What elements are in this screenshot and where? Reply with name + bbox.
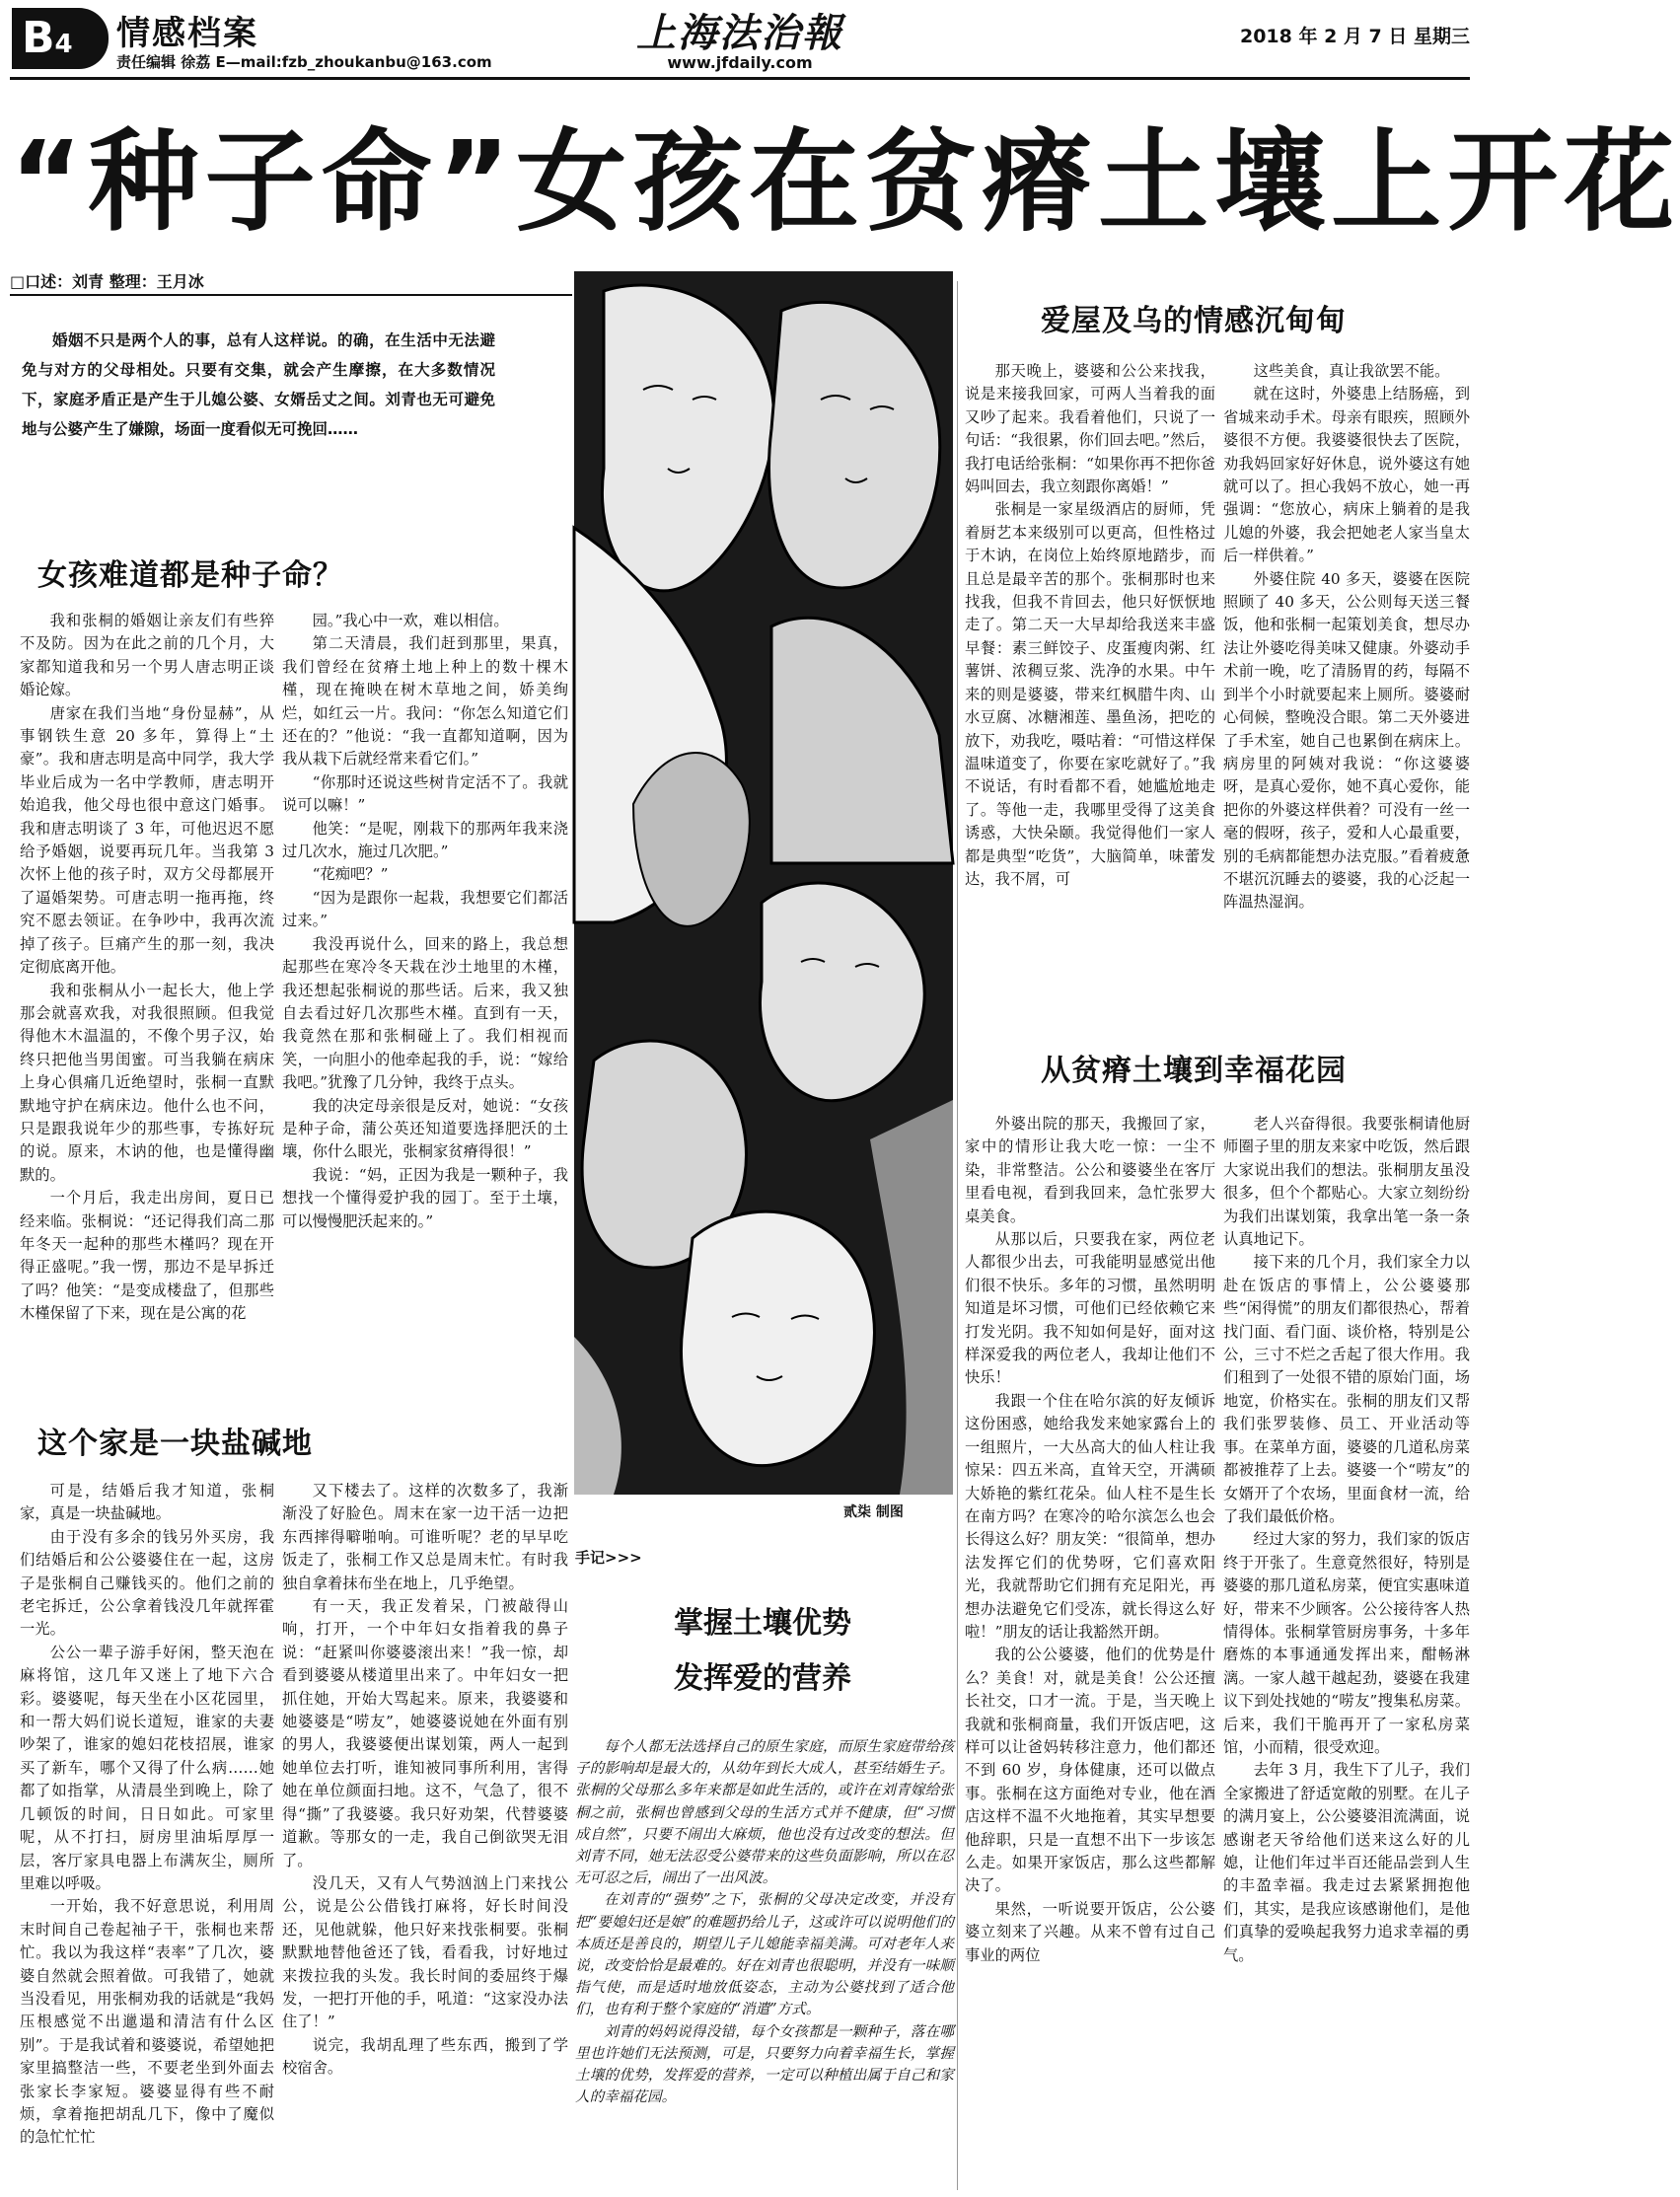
headline: “种子命”女孩在贫瘠土壤上开花 (10, 118, 1680, 247)
paragraph: 就在这时，外婆患上结肠癌，到省城来动手术。母亲有眼疾，照顾外婆很不方便。我婆婆很快去了医院，劝我妈回家好好休息，说外婆这有她就可以了。担心我妈不放心，她一再强调：“您放心，病床上躺着的是我儿媳的外婆，我会把她老人家当皇太后一样供着。” (1223, 385, 1470, 565)
column-7 (965, 1113, 1215, 2192)
lead-paragraph: 婚姻不只是两个人的事，总有人这样说。的确，在生活中无法避免与对方的父母相处。只要有交集，就会产生摩擦，在大多数情况下，家庭矛盾正是产生于儿媳公婆、女婿岳丈之间。刘青也无可避免地与公婆产生了嫌隙，场面一度看似无可挽回…… (22, 331, 495, 438)
paragraph: 经过大家的努力，我们家的饭店终于开张了。生意竟然很好，特别是婆婆的那几道私房菜，便宜实惠味道好，带来不少顾客。公公接待客人热情得体。张桐掌管厨房事务，十多年磨炼的本事通通发挥出来，酣畅淋漓。一家人越干越起劲，婆婆在我建议下到处找她的“唠友”搜集私房菜。后来，我们干脆再开了一家私房菜馆，小而精，很受欢迎。 (1223, 1530, 1470, 1756)
section2-title: 这个家是一块盐碱地 (37, 1427, 313, 1461)
paragraph: 我的公公婆婆，他们的优势是什么？美食！对，就是美食！公公还擅长社交，口才一流。于是，当天晚上我就和张桐商量，我们开饭店吧，这样可以让爸妈转移注意力，他们都还不到 60 岁，身体健康，还可以做点事。张桐在这方面绝对专业，他在酒店这样不温不火地拖着，其实早想要他辞职，只是一直想不出下一步该怎么走。如果开家饭店，那么这些都解决了。 (965, 1646, 1215, 1895)
paragraph: “花痴吧？” (312, 865, 389, 884)
column-3 (20, 1480, 274, 2192)
paragraph: 有一天，我正发着呆，门被敲得山响，打开，一个中年妇女指着我的鼻子说：“赶紧叫你婆婆滚出来！”我一惊，却看到婆婆从楼道里出来了。中年妇女一把抓住她，开始大骂起来。原来，我婆婆和她婆婆是“唠友”，她婆婆说她在外面有别的男人，我婆婆便出谋划策，两人一起到她单位去打听，谁知被同事所利用，害得她在单位颜面扫地。这不，气急了，很不得“撕”了我婆婆。我只好劝架，代替婆婆道歉。等那女的一走，我自己倒欲哭无泪了。 (282, 1597, 568, 1869)
paragraph: 去年 3 月，我生下了儿子，我们全家搬进了舒适宽敞的别墅。在儿子的满月宴上，公公婆婆泪流满面，说感谢老天爷给他们送来这么好的儿媳，让他们年过半百还能品尝到人生的丰盈幸福。我走过去紧紧拥抱他们，其实，是我应该感谢他们，是他们真挚的爱唤起我努力追求幸福的勇气。 (1223, 1761, 1470, 1964)
byline: □口述：刘青 整理：王月冰 (10, 272, 204, 291)
paragraph: 第二天清晨，我们赶到那里，果真，我们曾经在贫瘠土地上种上的数十棵木槿，现在掩映在树木草地之间，娇美绚烂，如红云一片。我问：“你怎么知道它们还在的？”他说：“我一直都知道啊，因为我从栽下后就经常来看它们。” (282, 634, 568, 769)
notes-paragraph: 每个人都无法选择自己的原生家庭，而原生家庭带给孩子的影响却是最大的，从幼年到长大成人，甚至结婚生子。张桐的父母那么多年来都是如此生活的，或许在刘青嫁给张桐之前，张桐也曾感到父母的生活方式并不健康，但“习惯成自然”，只要不闹出大麻烦，他也没有过改变的想法。但刘青不同，她无法忍受公婆带来的这些负面影响，所以在忍无可忍之后，闹出了一出风波。 (575, 1738, 954, 1887)
paragraph: “因为是跟你一起栽，我想要它们都活过来。” (282, 888, 568, 930)
notes-title-line-2: 发挥爱的营养 (674, 1661, 851, 1696)
paragraph: 张桐是一家星级酒店的厨师，凭着厨艺本来级别可以更高，但性格过于木讷，在岗位上始终原地踏步，而且总是最辛苦的那个。张桐那时也来找我，但我不肯回去，他只好恹恹地走了。第二天一大早却给我送来丰盛早餐：素三鲜饺子、皮蛋瘦肉粥、红薯饼、浓稠豆浆、洗净的水果。中午来的则是婆婆，带来红枫腊牛肉、山水豆腐、冰糖湘莲、墨鱼汤，把吃的放下，劝我吃，嗫咕着：“可惜这样保温味道变了，你要在家吃就好了。”我不说话，有时看都不看，她尴尬地走了。等他一走，我哪里受得了这美食诱惑，大快朵颐。我觉得他们一家人都是典型“吃货”，大脑简单，味蕾发达，我不屑，可 (965, 500, 1215, 888)
paragraph: 一开始，我不好意思说，利用周末时间自己卷起袖子干，张桐也来帮忙。我以为我这样“表率”了几次，婆婆自然就会照着做。可我错了，她就当没看见，用张桐劝我的话就是“我妈压根感觉不出邋遢和清洁有什么区别”。于是我试着和婆婆说，希望她把家里搞整洁一些，不要老坐到外面去张家长李家短。婆婆显得有些不耐烦，拿着拖把胡乱几下，像中了魔似的急忙忙忙 (20, 1897, 274, 2147)
page-number: 4 (54, 30, 73, 59)
paragraph: 他笑：“是呢，刚栽下的那两年我来浇过几次水，施过几次肥。” (282, 819, 568, 861)
notes-paragraph: 刘青的妈妈说得没错，每个女孩都是一颗种子，落在哪里也许她们无法预测，可是，只要努力向着幸福生长，掌握土壤的优势，发挥爱的营养，一定可以种植出属于自己和家人的幸福花园。 (575, 2022, 954, 2106)
paragraph: 我说：“妈，正因为我是一颗种子，我想找一个懂得爱护我的园丁。至于土壤，可以慢慢肥沃起来的。” (282, 1165, 568, 1230)
paragraph: 这些美食，真让我欲罢不能。 (1253, 362, 1450, 380)
notes-paragraph: 在刘青的“强势”之下，张桐的父母决定改变，并没有把“要媳妇还是娘”的难题扔给儿子，这或许可以说明他们的本质还是善良的，期望儿子儿媳能幸福美满。可对老年人来说，改变恰恰是最难的。好在刘青也很聪明，并没有一味顺指气使，而是适时地放低姿态，主动为公婆找到了适合他们，也有利于整个家庭的“消遣”方式。 (575, 1891, 954, 2018)
column-divider (957, 281, 958, 2190)
paragraph: 公公一辈子游手好闲，整天泡在麻将馆，这几年又迷上了地下六合彩。婆婆呢，每天坐在小区花园里，和一帮大妈们说长道短，谁家的夫妻吵架了，谁家的媳妇花枝招展，谁家买了新车，哪个又得了什么病……她都了如指掌，从清晨坐到晚上，除了几顿饭的时间，日日如此。可家里呢，从不打扫，厨房里油垢厚厚一层，客厅家具电器上布满灰尘，厕所里难以呼吸。 (20, 1643, 274, 1892)
illustration-art (574, 271, 953, 1495)
column-2 (282, 610, 568, 1389)
issue-date: 2018 年 2 月 7 日 星期三 (1239, 26, 1470, 47)
newspaper-logo: 上海法治報 (636, 10, 843, 56)
section-title: 情感档案 (116, 14, 258, 53)
paragraph: 园。”我心中一欢，难以相信。 (312, 612, 509, 629)
page-letter: B (22, 13, 55, 63)
column-4 (282, 1480, 568, 2192)
notes-title-line-1: 掌握土壤优势 (674, 1606, 851, 1641)
notes-tag: 手记>>> (575, 1549, 642, 1567)
notes-title (575, 1596, 950, 1707)
paragraph: 说完，我胡乱理了些东西，搬到了学校宿舍。 (282, 2035, 568, 2078)
website-link[interactable]: www.jfdaily.com (667, 53, 813, 72)
masthead-rule (10, 77, 1470, 80)
paragraph: 我没再说什么，回来的路上，我总想起那些在寒冷冬天栽在沙土地里的木槿，我还想起张桐说的那些话。后来，我又独自去看过好几次那些木槿。直到有一天，我竟然在那和张桐碰上了。我们相视而笑，一向胆小的他牵起我的手，说：“嫁给我吧。”犹豫了几分钟，我终于点头。 (282, 934, 568, 1092)
paragraph: 我跟一个住在哈尔滨的好友倾诉这份困惑，她给我发来她家露台上的一组照片，一大丛高大的仙人柱让我惊呆：四五米高，直耸天空，开满硕大娇艳的紫红花朵。仙人柱不是生长在南方吗？在寒冷的哈尔滨怎么也会长得这么好？朋友笑：“很简单，想办法发挥它们的优势呀，它们喜欢阳光，我就帮助它们拥有充足阳光，再想办法避免它们受冻，就长得这么好啦！”朋友的话让我豁然开朗。 (965, 1391, 1215, 1641)
editor-line: 责任编辑 徐荔 E—mail:fzb_zhoukanbu@163.com (116, 53, 492, 71)
section4-title: 从贫瘠土壤到幸福花园 (1041, 1054, 1347, 1088)
paragraph: 又下楼去了。这样的次数多了，我渐渐没了好脸色。周末在家一边干活一边把东西摔得噼啪响。可谁听呢？老的早早吃饭走了，张桐工作又总是周末忙。有时我独自拿着抹布坐在地上，几乎绝望。 (282, 1482, 568, 1592)
paragraph: 我和张桐从小一起长大，他上学那会就喜欢我，对我很照顾。但我觉得他木木温温的，不像个男子汉，始终只把他当男闺蜜。可当我躺在病床上身心俱痛几近绝望时，张桐一直默默地守护在病床边。他什么也不问，只是跟我说年少的那些事，专拣好玩的说。原来，木讷的他，也是懂得幽默的。 (20, 981, 274, 1184)
section1-title: 女孩难道都是种子命？ (37, 558, 343, 593)
paragraph: 外婆住院 40 多天，婆婆在医院照顾了 40 多天，公公则每天送三餐饭，他和张桐一起策划美食，想尽办法让外婆吃得美味又健康。外婆动手术前一晚，吃了清肠胃的药，每隔不到半个小时就要起来上厕所。婆婆耐心伺候，整晚没合眼。第二天外婆进了手术室，她自己也累倒在病床上。病房里的阿姨对我说：“你这婆婆呀，是真心爱你，她不真心爱你，能把你的外婆这样供着？可没有一丝一毫的假呀，孩子，爱和人心最重要，别的毛病都能想办法克服。”看着疲惫不堪沉沉睡去的婆婆，我的心泛起一阵温热湿润。 (1223, 569, 1470, 912)
paragraph: 我的决定母亲很是反对，她说：“女孩是种子命，蒲公英还知道要选择肥沃的土壤，你什么眼光，张桐家贫瘠得很！” (282, 1096, 568, 1161)
paragraph: 从那以后，只要我在家，两位老人都很少出去，可我能明显感觉出他们很不快乐。多年的习惯，虽然明明知道是坏习惯，可他们已经依赖它来打发光阴。我不知如何是好，面对这样深爱我的两位老人，我却让他们不快乐！ (965, 1230, 1215, 1387)
paragraph: “你那时还说这些树肯定活不了。我就说可以嘛！” (282, 772, 568, 815)
paragraph: 我和张桐的婚姻让亲友们有些猝不及防。因为在此之前的几个月，大家都知道我和另一个男人唐志明正谈婚论嫁。 (20, 612, 274, 699)
illustration (574, 271, 953, 1495)
notes-body (575, 1736, 954, 2108)
paragraph: 一个月后，我走出房间，夏日已经来临。张桐说：“还记得我们高二那年冬天一起种的那些木槿吗？现在开得正盛呢。”我一愣，那边不是早拆迁了吗？他笑：“是变成楼盘了，但那些木槿保留了下来，现在是公寓的花 (20, 1189, 274, 1323)
column-8 (1223, 1113, 1470, 2192)
masthead (0, 0, 1480, 77)
page-number-tag (12, 8, 109, 69)
paragraph: 由于没有多余的钱另外买房，我们结婚后和公公婆婆住在一起，这房子是张桐自己赚钱买的。他们之前的老宅拆迁，公公拿着钱没几年就挥霍一光。 (20, 1527, 274, 1639)
paragraph: 外婆出院的那天，我搬回了家，家中的情形让我大吃一惊：一尘不染，非常整洁。公公和婆婆坐在客厅里看电视，看到我回来，急忙张罗大桌美食。 (965, 1115, 1215, 1225)
column-1 (20, 610, 274, 1389)
column-5 (965, 360, 1215, 1011)
illustration-caption: 贰柒 制图 (843, 1504, 904, 1520)
paragraph: 唐家在我们当地“身份显赫”，从事钢铁生意 20 多年，算得上“土豪”。我和唐志明是高中同学，我大学毕业后成为一名中学教师，唐志明开始追我，他父母也很中意这门婚事。我和唐志明谈了 3 年，可他迟迟不愿给予婚姻，说要再玩几年。当我第 3 次怀上他的孩子时，双方父母都展开了逼婚架势。可唐志明一拖再拖，终究不愿去领证。在争吵中，我再次流掉了孩子。巨痛产生的那一刻，我决定彻底离开他。 (20, 703, 274, 977)
paragraph: 可是，结婚后我才知道，张桐家，真是一块盐碱地。 (20, 1482, 274, 1523)
section3-title: 爱屋及乌的情感沉甸甸 (1041, 304, 1347, 338)
paragraph: 老人兴奋得很。我要张桐请他厨师圈子里的朋友来家中吃饭，然后跟大家说出我们的想法。张桐朋友虽没很多，但个个都贴心。大家立刻纷纷为我们出谋划策，我拿出笔一条一条认真地记下。 (1223, 1115, 1470, 1249)
paragraph: 果然，一听说要开饭店，公公婆婆立刻来了兴趣。从来不曾有过自己事业的两位 (965, 1899, 1215, 1964)
paragraph: 没几天，又有人气势汹汹上门来找公公，说是公公借钱打麻将，好长时间没还，见他就躲，他只好来找张桐要。张桐默默地替他爸还了钱，看看我，讨好地过来拨拉我的头发。我长时间的委屈终于爆发，一把打开他的手，吼道：“这家没办法住了！” (282, 1873, 568, 2031)
byline-rule (10, 294, 572, 296)
paragraph: 那天晚上，婆婆和公公来找我，说是来接我回家，可两人当着我的面又吵了起来。我看着他们，只说了一句话：“我很累，你们回去吧。”然后，我打电话给张桐：“如果你再不把你爸妈叫回去，我立刻跟你离婚！” (965, 362, 1215, 496)
paragraph: 接下来的几个月，我们家全力以赴在饭店的事情上，公公婆婆那些“闲得慌”的朋友们都很热心，帮着找门面、看门面、谈价格，特别是公公，三寸不烂之舌起了很大作用。我们租到了一处很不错的原始门面，场地宽，价格实在。张桐的朋友们又帮我们张罗装修、员工、开业活动等事。在菜单方面，婆婆的几道私房菜都被推荐了上去。婆婆一个“唠友”的女婿开了个农场，里面食材一流，给了我们最低价格。 (1223, 1253, 1470, 1525)
column-6 (1223, 360, 1470, 1011)
